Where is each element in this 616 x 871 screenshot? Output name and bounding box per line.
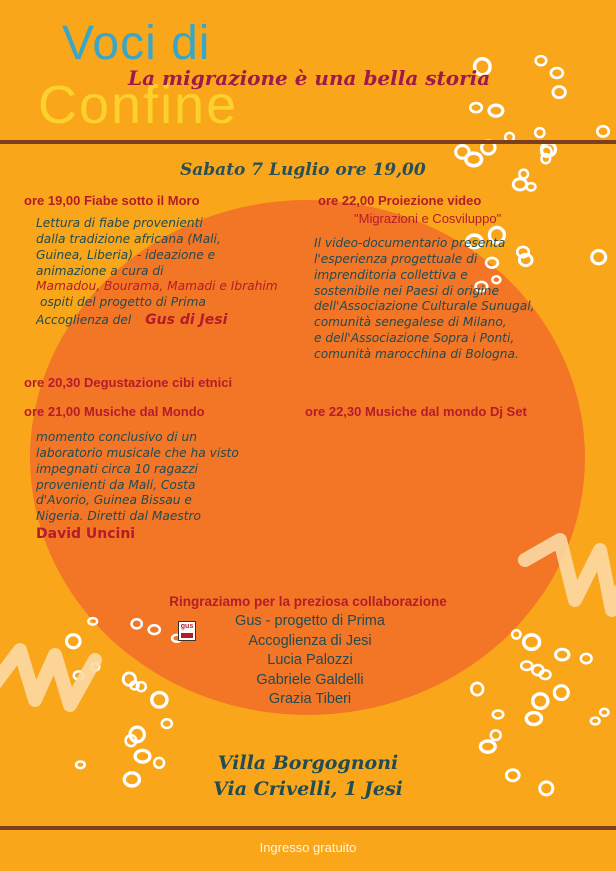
text-line: ospiti del progetto di Prima [40,295,206,310]
decorative-ring [600,709,608,716]
thanks-item: Gus - progetto di Prima [235,613,385,629]
event-djset-heading: ore 22,30 Musiche dal mondo Dj Set [305,404,527,419]
decorative-ring [132,619,142,628]
text-line: sostenibile nei Paesi di origine [314,283,500,298]
event-fiabe-description [36,216,278,329]
thanks-list [200,612,420,710]
event-video-description [314,236,534,363]
date-line: Sabato 7 Luglio ore 19,00 [180,160,426,180]
decorative-ring [456,146,469,159]
event-degustazione-heading: ore 20,30 Degustazione cibi etnici [24,375,233,390]
text-line: dell'Associazione Culturale Sunugal, [314,299,535,314]
text-line: provenienti da Mali, Costa [36,477,196,492]
decorative-ring [591,717,600,724]
text-line: Lettura di fiabe provenienti [36,216,203,230]
organization-name: Gus di Jesi [145,312,228,329]
text-line: comunità marocchina di Bologna. [314,347,519,362]
venue-address: Via Crivelli, 1 Jesi [213,778,403,800]
decorative-ring [592,251,606,264]
decorative-ring [471,683,483,695]
decorative-ring [519,170,528,179]
decorative-ring [597,126,609,136]
text-line: Nigeria. Diretti dal Maestro [36,509,201,524]
text-line: dalla tradizione africana (Mali, [36,231,221,246]
maestro-name: David Uncini [36,526,136,543]
gus-logo [178,621,196,641]
text-line: Accoglienza del [36,313,132,328]
decorative-ring [535,128,544,137]
logo-text: gus [180,623,194,630]
decorative-ring [526,713,541,725]
decorative-ring [553,87,565,98]
top-divider [0,140,616,144]
thanks-heading: Ringraziamo per la preziosa collaborazione [169,594,447,609]
tagline: La migrazione è una bella storia [128,66,491,90]
text-line: animazione a cura di [36,263,164,278]
venue [0,750,616,802]
film-title: "Migrazioni e Cosviluppo" [354,211,502,226]
text-line: Il video-documentario presenta [314,236,506,250]
text-line: e dell'Associazione Sopra i Ponti, [314,331,515,346]
decorative-ring [493,710,504,718]
text-line: l'esperienza progettuale di [314,251,478,266]
text-line: imprenditoria collettiva e [314,267,468,282]
text-line: comunità senegalese di Milano, [314,315,507,330]
decorative-ring [551,68,563,78]
decorative-ring [491,730,501,740]
event-video-heading: ore 22,00 Proiezione video [318,193,482,208]
decorative-ring [513,179,526,190]
decorative-ring [489,105,503,116]
text-line: Guinea, Liberia) - ideazione e [36,247,216,262]
thanks-item: Accoglienza di Jesi [248,632,372,649]
thanks-item: Grazia Tiberi [268,691,352,708]
decorative-ring [536,56,547,65]
decorative-wave [0,650,95,705]
decorative-ring [521,661,532,669]
decorative-ring [152,693,167,708]
decorative-ring [524,635,540,649]
decorative-ring [512,630,520,638]
decorative-ring [88,618,97,625]
storyteller-names: Mamadou, Bourama, Mamadi e Ibrahim [36,279,278,294]
text-line: d'Avorio, Guinea Bissau e [36,493,192,508]
decorative-ring [470,103,482,112]
decorative-ring [66,635,80,648]
decorative-ring [554,686,568,700]
decorative-ring [123,673,135,686]
decorative-ring [556,649,569,660]
decorative-ring [162,719,172,728]
text-line: impegnati circa 10 ragazzi [36,461,198,476]
text-line: laboratorio musicale che ha visto [36,445,239,460]
event-fiabe-heading: ore 19,00 Fiabe sotto il Moro [24,193,200,208]
decorative-ring [533,694,548,709]
thanks-item: Lucia Palozzi [267,652,353,669]
thanks-item: Gabriele Galdelli [256,671,364,688]
entry-note: Ingresso gratuito [259,840,357,855]
decorative-ring [149,625,160,634]
event-musiche-heading: ore 21,00 Musiche dal Mondo [24,404,205,419]
text-line: momento conclusivo di un [36,430,197,444]
bottom-divider [0,826,616,830]
decorative-ring [581,654,592,663]
venue-name: Villa Borgognoni [217,752,399,774]
event-musiche-description [36,430,239,543]
title-line-1: Voci di [62,17,211,70]
title-line-2: Confine [38,75,239,135]
